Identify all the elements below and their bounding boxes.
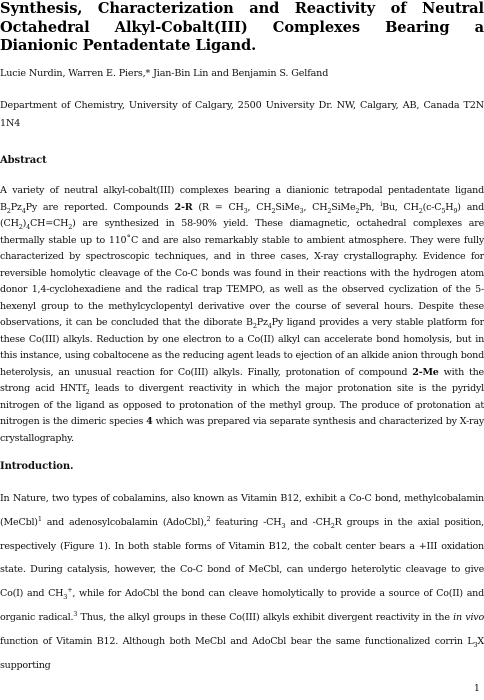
compound-label: 2-Me bbox=[412, 366, 439, 378]
introduction-body: In Nature, two types of cobalamins, also known as Vitamin B12, exhibit a Co-C bond, methylcobalamin (MeCbl)$^1$ and adenosylcobalamin (AdoCbl),$^2$ featuring $-CH_3$ and $-CH_2R$ groups in the axial position, respectively (Figure 1). In both stable forms of Vitamin B12, the cobalt center bears a +III oxidation state. During catalysis, however, the Co-C bond of MeCbl, can undergo heterolytic cleavage to give Co(I) and $CH_3^+$, while for AdoCbl the bond can cleave homolytically to provide a source of Co(II) and organic radical.$^3$ Thus, the alkyl groups in these Co(III) alkyls exhibit divergent reactivity in the in vivo function of Vitamin B12. Although both MeCbl and AdoCbl bear the same functionalized corrin $L_3X$ supporting bbox=[0, 493, 484, 671]
abstract-heading: Abstract bbox=[0, 155, 47, 166]
abstract-body: A variety of neutral alkyl-cobalt(III) complexes bearing a dianionic tetrapodal pentadentate ligand $B_2Pz_4Py$ are reported. Compounds 2-R ($R = CH_3$, $CH_2SiMe_3$, $CH_2SiMe_2Ph$, $^i$Bu, $CH_2(c-C_5H_9)$ and $(CH_2)_4CH=CH_2$) are synthesized in 58-90% yield. These diamagnetic, octahedral complexes are thermally stable up to 110˚C and are also remarkably stable to ambient atmosphere. They were fully characterized by spectroscopic techniques, and in three cases, X-ray crystallography. Evidence for reversible homolytic cleavage of the Co-C bonds was found in their reactions with the hydrogen atom donor 1,4-cyclohexadiene and the radical trap TEMPO, as well as the observed cyclization of the 5-hexenyl group to the methylcyclopentyl derivative over the course of several hours. Despite these observations, it can be concluded that the diborate $B_2Pz_4Py$ ligand provides a very stable platform for these Co(III) alkyls. Reduction by one electron to a Co(II) alkyl can accelerate bond homolysis, but in this instance, using cobaltocene as the reducing agent leads to ejection of an alkide anion through bond heterolysis, an unusual reaction for Co(III) alkyls. Finally, protonation of compound 2-Me with the strong acid HNTf$_2$ leads to divergent reactivity in which the major protonation site is the pyridyl nitrogen of the ligand as opposed to protonation of the methyl group. The produce of protonation at nitrogen is the dimeric species 4 which was prepared via separate synthesis and characterized by X-ray crystallography. bbox=[0, 185, 484, 444]
introduction-heading: Introduction. bbox=[0, 461, 74, 472]
paper-title: Synthesis, Characterization and Reactivity of Neutral Octahedral Alkyl-Cobalt(III) Complexes Bearing a Dianionic Pentadentate Ligand. bbox=[0, 0, 484, 55]
citation-ref: 3 bbox=[73, 609, 78, 618]
author-list: Lucie Nurdin, Warren E. Piers,* Jian-Bin Lin and Benjamin S. Gelfand bbox=[0, 68, 329, 79]
affiliation: Department of Chemistry, University of Calgary, 2500 University Dr. NW, Calgary, AB, Canada T2N 1N4 bbox=[0, 100, 484, 130]
page-number: 1 bbox=[473, 683, 480, 694]
compound-label: 2-R bbox=[174, 201, 193, 213]
compound-label: 4 bbox=[146, 416, 153, 427]
citation-ref: 1 bbox=[37, 514, 42, 523]
citation-ref: 2 bbox=[206, 514, 211, 523]
